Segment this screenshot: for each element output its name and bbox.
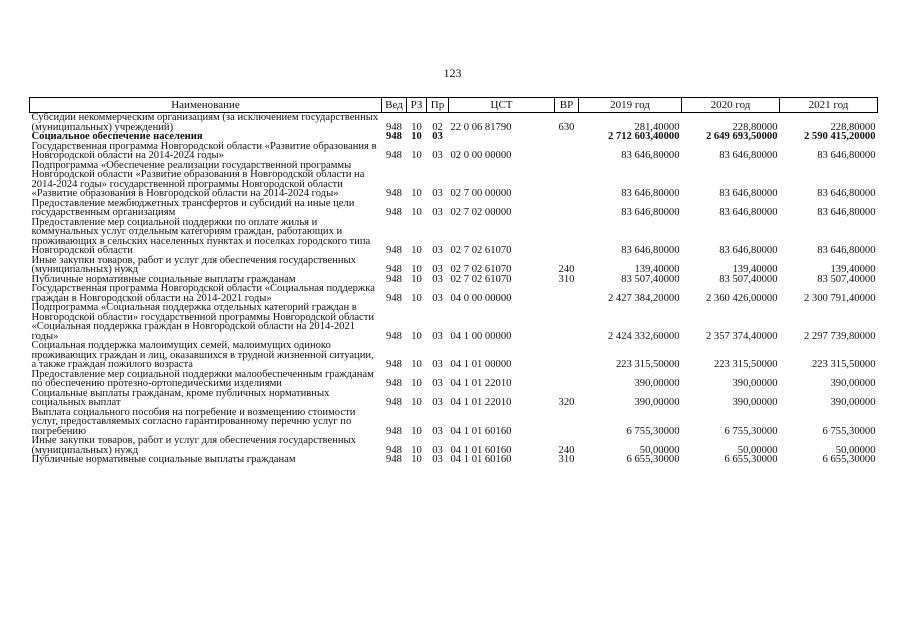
cell-name: Предоставление мер социальной поддержки по оплате жилья и коммунальных услуг отдельным категориям граждан, работающих и проживающих в сельских населенных пунктах и поселках городского типа Новгородской области: [31, 216, 371, 256]
cell-2020: 2 357 374,40000: [705, 330, 778, 342]
cell-pr: 03: [432, 292, 443, 304]
cell-cst: 04 1 01 22010: [450, 378, 512, 389]
cell-2019: 50,00000: [639, 444, 680, 456]
header-2021: 2021 год: [780, 98, 878, 113]
cell-2020: 6 655,30000: [724, 454, 778, 465]
cell-ved: 948: [386, 150, 402, 161]
cell-vr: [555, 341, 579, 370]
table-row: [30, 218, 878, 256]
cell-rz: 10: [411, 292, 422, 304]
table-row: [30, 455, 878, 465]
cell-name: Государственная программа Новгородской области «Социальная поддержка граждан в Новгородской области на 2014-2021 годы»: [31, 283, 375, 304]
cell-ved: 948: [386, 131, 402, 142]
cell-vr: 310: [558, 273, 575, 285]
cell-vr: [555, 142, 579, 161]
header-rz: РЗ: [407, 98, 427, 113]
cell-2021: 223 315,50000: [811, 359, 876, 370]
cell-rz: 10: [411, 131, 422, 142]
cell-2020: 390,00000: [732, 378, 778, 389]
cell-pr: 03: [432, 378, 443, 389]
cell-vr: [555, 303, 579, 341]
cell-2021: 83 646,80000: [817, 245, 876, 256]
cell-2021: 139,40000: [830, 264, 876, 275]
cell-cst: 04 1 01 00000: [450, 359, 512, 370]
cell-cst: 02 7 02 61070: [450, 245, 512, 256]
cell-cst: 02 7 02 00000: [450, 207, 512, 218]
cell-ved: 948: [386, 444, 402, 456]
cell-2021: 2 297 739,80000: [803, 330, 876, 342]
cell-pr: 03: [432, 359, 443, 370]
cell-vr: [555, 199, 579, 218]
table-body: [30, 113, 878, 465]
cell-2021: 6 655,30000: [822, 454, 876, 465]
cell-name: Предоставление межбюджетных трансфертов и субсидий на иные цели государственным организациям: [31, 197, 355, 218]
cell-name: Подпрограмма «Социальная поддержка отдельных категорий граждан в Новгородской области» государственной программы Новгородской области «Социальная поддержка граждан в Новгородской области на 2014-2021 годы»: [31, 302, 375, 342]
cell-rz: 10: [411, 397, 422, 408]
table-header: [30, 98, 878, 113]
cell-name: Иные закупки товаров, работ и услуг для обеспечения государственных (муниципальных) нужд: [31, 254, 356, 275]
cell-2019: 2 712 603,40000: [607, 131, 680, 142]
cell-pr: 03: [432, 454, 443, 465]
cell-cst: 02 0 00 00000: [450, 150, 512, 161]
table-row: [30, 408, 878, 437]
cell-2021: 83 507,40000: [817, 273, 876, 285]
cell-vr: 240: [558, 444, 575, 456]
cell-2019: 390,00000: [634, 397, 680, 408]
table-row: [30, 389, 878, 408]
cell-2019: 139,40000: [634, 264, 680, 275]
cell-2021: 228,80000: [830, 121, 876, 133]
cell-rz: 10: [411, 150, 422, 161]
cell-ved: 948: [386, 188, 402, 199]
cell-cst: 04 1 01 22010: [450, 397, 512, 408]
header-pr: Пр: [427, 98, 449, 113]
cell-2021: 2 300 791,40000: [803, 292, 876, 304]
cell-cst: 02 7 02 61070: [450, 264, 512, 275]
cell-pr: 03: [432, 264, 443, 275]
cell-cst: 04 1 01 60160: [450, 444, 512, 456]
cell-2019: 6 755,30000: [626, 425, 680, 437]
cell-ved: 948: [386, 273, 402, 285]
cell-name: Выплата социального пособия на погребение и возмещению стоимости услуг, предоставляемых согласно гарантированному перечню услуг по погребению: [31, 406, 356, 437]
cell-2021: 83 646,80000: [817, 207, 876, 218]
cell-ved: 948: [386, 207, 402, 218]
cell-2020: 83 507,40000: [719, 273, 778, 285]
cell-pr: 03: [432, 188, 443, 199]
cell-pr: 03: [432, 131, 443, 142]
cell-rz: 10: [411, 245, 422, 256]
cell-2019: 223 315,50000: [615, 359, 680, 370]
cell-name: Иные закупки товаров, работ и услуг для обеспечения государственных (муниципальных) нужд: [31, 435, 356, 456]
cell-vr: [555, 284, 579, 303]
table-row: [30, 370, 878, 389]
cell-name: Социальная поддержка малоимущих семей, малоимущих одиноко проживающих граждан и лиц, оказавшихся в трудной жизненной ситуации, а также граждан пожилого возраста: [31, 340, 374, 370]
cell-2021: 6 755,30000: [822, 425, 876, 437]
cell-2020: 139,40000: [732, 264, 778, 275]
table-row: [30, 256, 878, 275]
cell-2019: 281,40000: [634, 121, 680, 133]
cell-vr: [555, 370, 579, 389]
cell-2019: 83 646,80000: [621, 245, 680, 256]
cell-pr: 03: [432, 245, 443, 256]
cell-2021: 83 646,80000: [817, 150, 876, 161]
cell-2019: 2 427 384,20000: [607, 292, 680, 304]
table-row: [30, 142, 878, 161]
cell-name: Социальные выплаты гражданам, кроме публичных нормативных социальных выплат: [31, 387, 330, 408]
cell-2020: 83 646,80000: [719, 188, 778, 199]
cell-ved: 948: [386, 378, 402, 389]
cell-name: Социальное обеспечение населения: [31, 131, 203, 142]
cell-2019: 83 646,80000: [621, 150, 680, 161]
cell-rz: 10: [411, 425, 422, 437]
cell-name: Подпрограмма «Обеспечение реализации государственной программы Новгородской области «Развитие образования в Новгородской области на 2014-2024 годы» государственной программы Новгородской области «Развитие образования в Новгородской области на 2014-2024 годы»: [31, 159, 365, 199]
cell-pr: 03: [432, 397, 443, 408]
cell-vr: 320: [558, 397, 575, 408]
cell-2020: 50,00000: [737, 444, 778, 456]
cell-2020: 83 646,80000: [719, 245, 778, 256]
cell-2019: 390,00000: [634, 378, 680, 389]
cell-cst: 04 1 00 00000: [450, 330, 512, 342]
cell-pr: 02: [432, 121, 443, 133]
cell-2019: 83 646,80000: [621, 188, 680, 199]
cell-vr: [555, 408, 579, 437]
cell-ved: 948: [386, 454, 402, 465]
cell-2021: 83 646,80000: [817, 188, 876, 199]
cell-name: Субсидии некоммерческим организациям (за исключением государственных (муниципальных) учреждений): [31, 112, 379, 133]
table-row: [30, 341, 878, 370]
table-row: [30, 284, 878, 303]
cell-2021: 2 590 415,20000: [803, 131, 876, 142]
header-name: Наименование: [30, 98, 382, 113]
cell-vr: [555, 132, 579, 142]
cell-vr: [555, 161, 579, 199]
cell-pr: 03: [432, 273, 443, 285]
cell-2020: 83 646,80000: [719, 150, 778, 161]
cell-rz: 10: [411, 454, 422, 465]
cell-2019: 83 507,40000: [621, 273, 680, 285]
cell-ved: 948: [386, 330, 402, 342]
cell-2020: 6 755,30000: [724, 425, 778, 437]
cell-2020: 223 315,50000: [713, 359, 778, 370]
cell-pr: 03: [432, 425, 443, 437]
header-cst: ЦСТ: [449, 98, 555, 113]
cell-2020: 2 360 426,00000: [705, 292, 778, 304]
cell-cst: [449, 132, 555, 142]
cell-2020: 2 649 693,50000: [705, 131, 778, 142]
header-2020: 2020 год: [682, 98, 780, 113]
cell-ved: 948: [386, 292, 402, 304]
cell-rz: 10: [411, 444, 422, 456]
cell-2020: 83 646,80000: [719, 207, 778, 218]
cell-rz: 10: [411, 359, 422, 370]
cell-pr: 03: [432, 444, 443, 456]
cell-pr: 03: [432, 150, 443, 161]
table-row: [30, 113, 878, 133]
cell-cst: 22 0 06 81790: [450, 121, 512, 133]
cell-rz: 10: [411, 188, 422, 199]
page-number: 123: [443, 66, 462, 80]
cell-2021: 390,00000: [830, 378, 876, 389]
header-ved: Вед: [382, 98, 407, 113]
cell-rz: 10: [411, 273, 422, 285]
cell-rz: 10: [411, 330, 422, 342]
cell-pr: 03: [432, 330, 443, 342]
cell-ved: 948: [386, 397, 402, 408]
cell-vr: 240: [558, 264, 575, 275]
cell-cst: 04 1 01 60160: [450, 425, 512, 437]
cell-rz: 10: [411, 207, 422, 218]
cell-2020: 390,00000: [732, 397, 778, 408]
cell-2019: 2 424 332,60000: [607, 330, 680, 342]
cell-2019: 6 655,30000: [626, 454, 680, 465]
cell-name: Публичные нормативные социальные выплаты гражданам: [31, 273, 296, 285]
cell-cst: 04 0 00 00000: [450, 292, 512, 304]
cell-2020: 228,80000: [732, 121, 778, 133]
header-2019: 2019 год: [579, 98, 682, 113]
cell-ved: 948: [386, 264, 402, 275]
cell-rz: 10: [411, 264, 422, 275]
cell-pr: 03: [432, 207, 443, 218]
table-row: [30, 436, 878, 455]
cell-rz: 10: [411, 378, 422, 389]
cell-ved: 948: [386, 121, 402, 133]
cell-2021: 50,00000: [835, 444, 876, 456]
table-row: [30, 303, 878, 341]
header-vr: ВР: [555, 98, 579, 113]
cell-cst: 04 1 01 60160: [450, 454, 512, 465]
table-row: [30, 199, 878, 218]
cell-name: Публичные нормативные социальные выплаты гражданам: [31, 454, 296, 465]
cell-2021: 390,00000: [830, 397, 876, 408]
cell-cst: 02 7 02 61070: [450, 273, 512, 285]
cell-cst: 02 7 00 00000: [450, 188, 512, 199]
budget-table: [29, 97, 878, 465]
cell-ved: 948: [386, 425, 402, 437]
cell-vr: 630: [558, 121, 575, 133]
cell-rz: 10: [411, 121, 422, 133]
cell-2019: 83 646,80000: [621, 207, 680, 218]
table-row: [30, 161, 878, 199]
cell-ved: 948: [386, 359, 402, 370]
cell-name: Предоставление мер социальной поддержки малообеспеченным гражданам по обеспечению протезно-ортопедическими изделиями: [31, 368, 374, 389]
cell-vr: 310: [558, 454, 575, 465]
cell-vr: [555, 218, 579, 256]
cell-name: Государственная программа Новгородской области «Развитие образования в Новгородской области на 2014-2024 годы»: [31, 140, 377, 161]
cell-ved: 948: [386, 245, 402, 256]
